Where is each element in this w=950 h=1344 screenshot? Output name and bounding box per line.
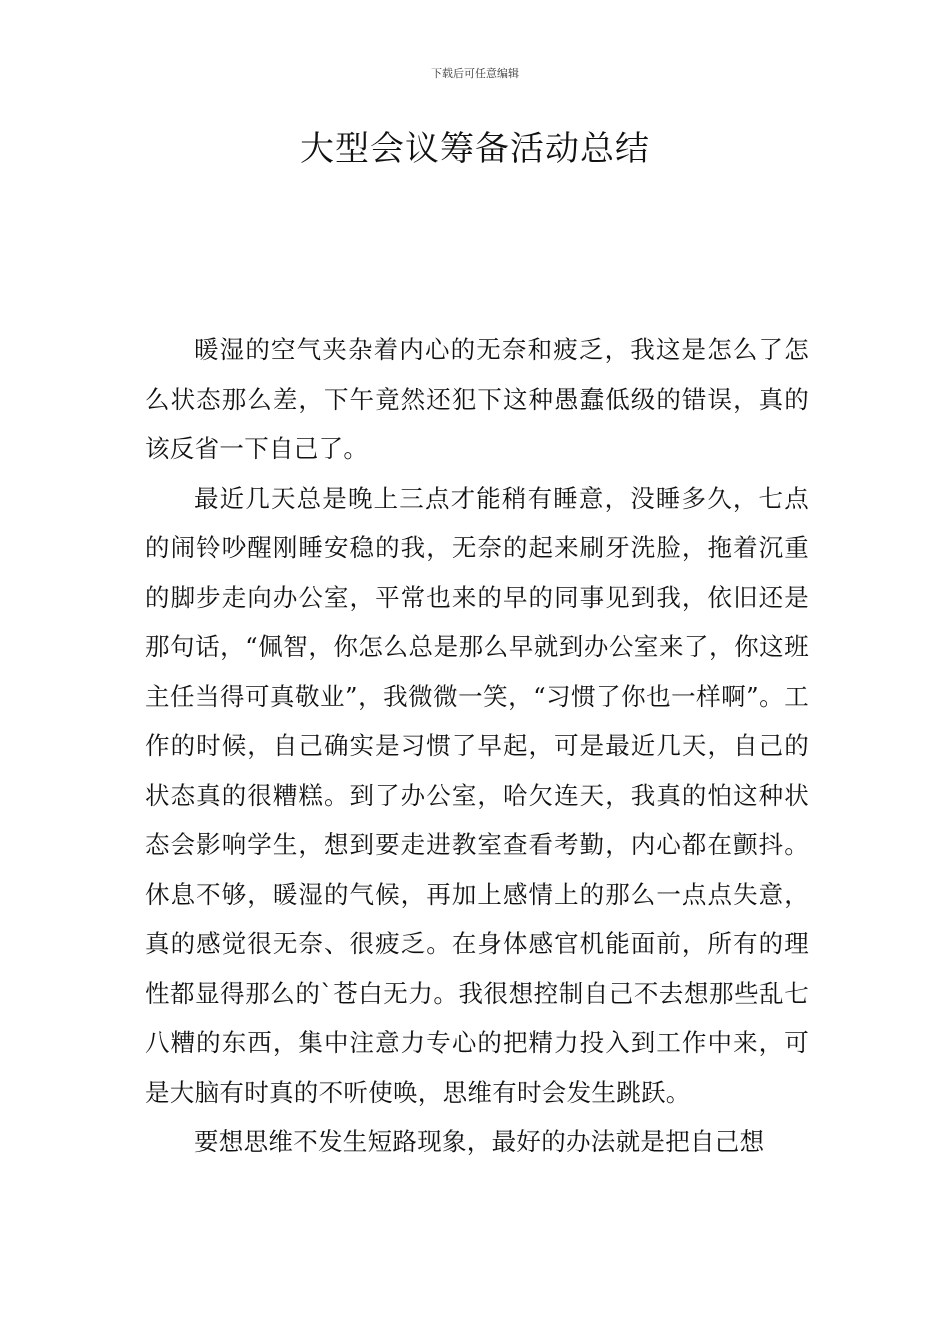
document-body	[145, 325, 809, 1167]
paragraph: 最近几天总是晚上三点才能稍有睡意，没睡多久，七点的闹铃吵醒刚睡安稳的我，无奈的起来刷牙洗脸，拖着沉重的脚步走向办公室，平常也来的早的同事见到我，依旧还是那句话，“佩智，你怎么总是那么早就到办公室来了，你这班主任当得可真敬业”，我微微一笑，“习惯了你也一样啊”。工作的时候，自己确实是习惯了早起，可是最近几天，自己的状态真的很糟糕。到了办公室，哈欠连天，我真的怕这种状态会影响学生，想到要走进教室查看考勤，内心都在颤抖。休息不够，暖湿的气候，再加上感情上的那么一点点失意，真的感觉很无奈、很疲乏。在身体感官机能面前，所有的理性都显得那么的`苍白无力。我很想控制自己不去想那些乱七八糟的东西，集中注意力专心的把精力投入到工作中来，可是大脑有时真的不听使唤，思维有时会发生跳跃。	[145, 483, 809, 1107]
paragraph: 暖湿的空气夹杂着内心的无奈和疲乏，我这是怎么了怎么状态那么差，下午竟然还犯下这种愚蠢低级的错误，真的该反省一下自己了。	[145, 335, 809, 463]
paragraph: 要想思维不发生短路现象，最好的办法就是把自己想	[194, 1127, 765, 1156]
document-title: 大型会议筹备活动总结	[300, 129, 650, 169]
header-note: 下载后可任意编辑	[431, 67, 519, 80]
